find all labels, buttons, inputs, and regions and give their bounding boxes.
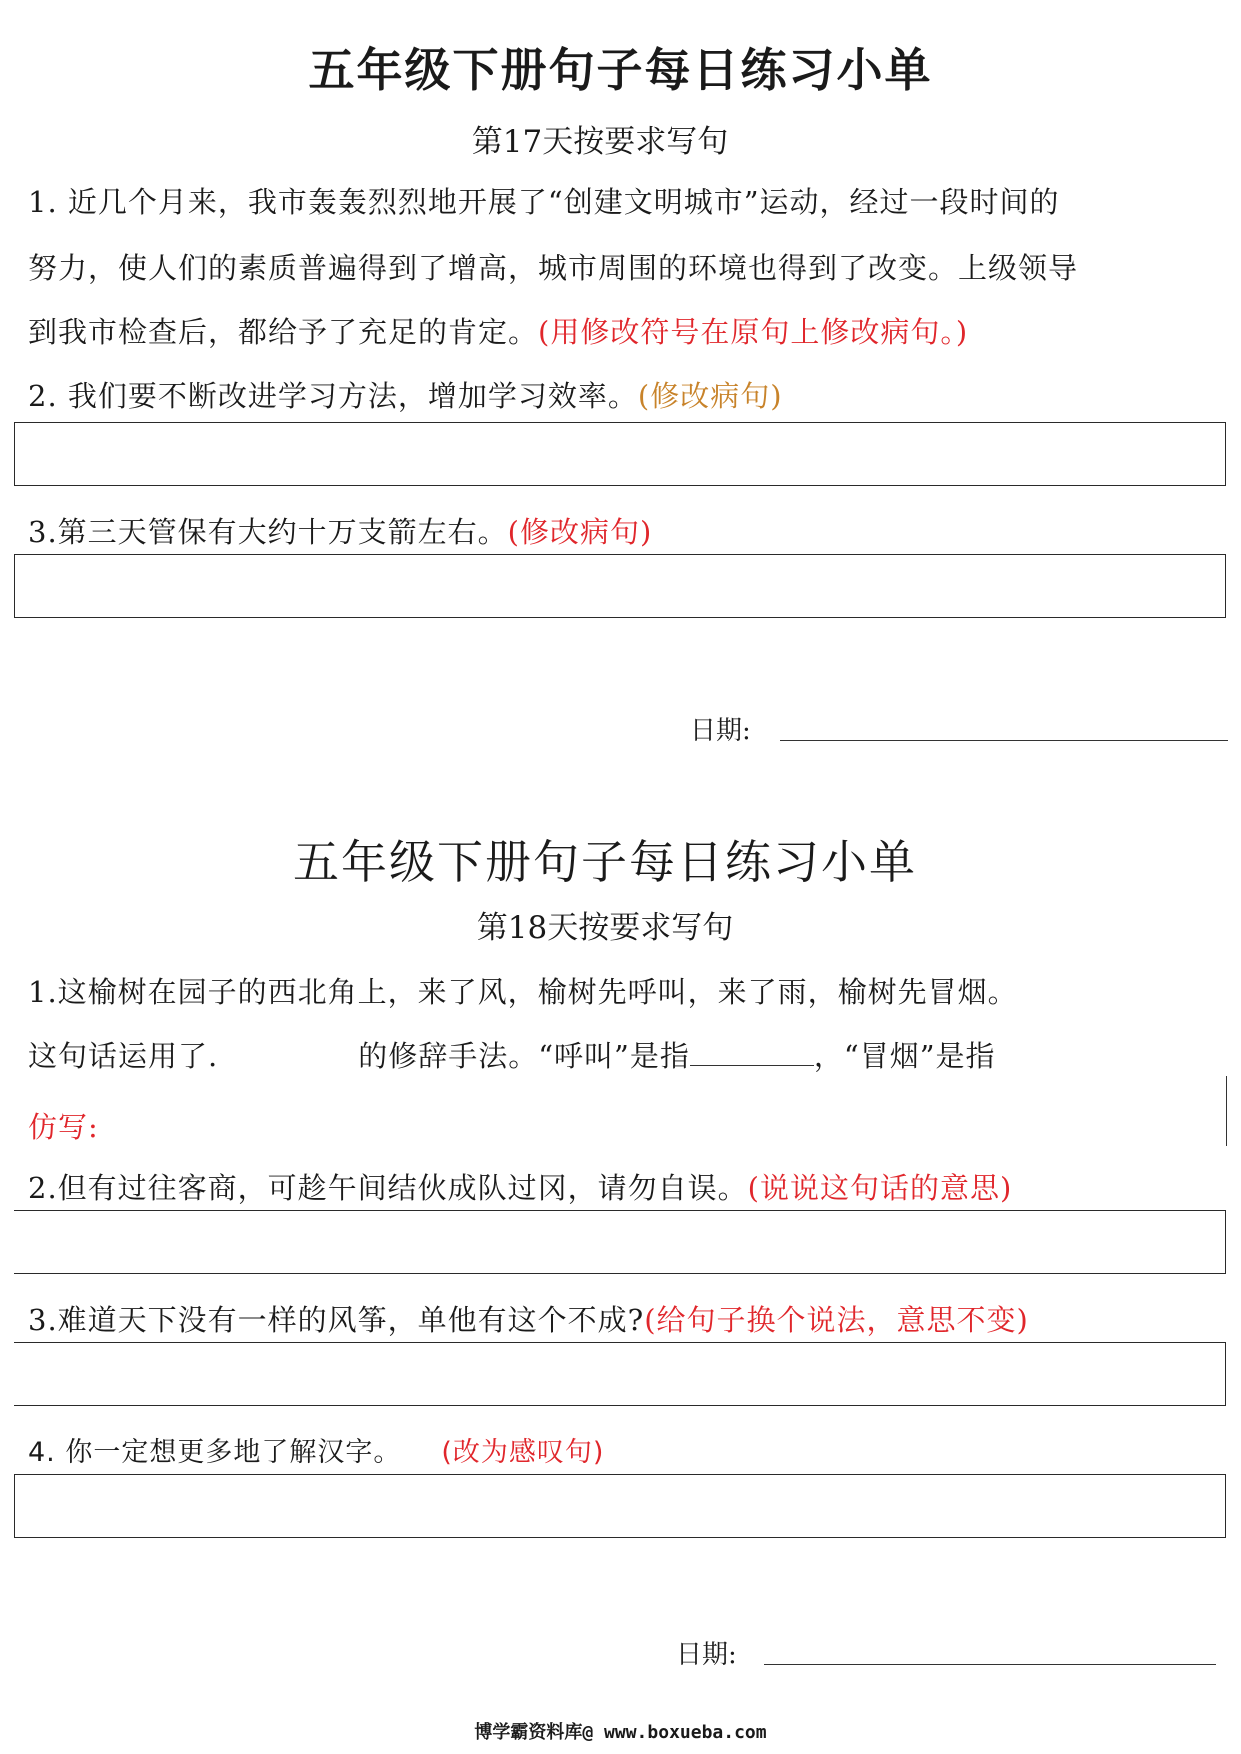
sheet18-q2-instruction: (说说这句话的意思): [747, 1171, 1013, 1205]
sheet18-q1-line2-a: 这句话运用了.: [28, 1039, 219, 1073]
sheet17-date-label: 日期:: [690, 716, 751, 746]
sheet17-q1-line3-text: 到我市检查后，都给予了充足的肯定。: [28, 315, 539, 349]
sheet18-q1-line1: 1.这榆树在园子的西北角上，来了风，榆树先呼叫，来了雨，榆树先冒烟。: [28, 975, 1018, 1009]
sheet18-date-label: 日期:: [676, 1640, 737, 1670]
sheet18-q3-instruction: (给句子换个说法，意思不变): [644, 1303, 1029, 1337]
sheet18-q3: [28, 1298, 1029, 1339]
footer-watermark: 博学霸资料库@ www.boxueba.com: [474, 1722, 767, 1743]
sheet18-q4-answer-box[interactable]: [14, 1474, 1226, 1538]
sheet17-q3-text: 3.第三天管保有大约十万支箭左右。: [28, 515, 508, 549]
sheet18-q1-blank-rhetoric[interactable]: [218, 1042, 358, 1066]
sheet17-subtitle: 第17天按要求写句: [471, 124, 729, 160]
sheet18-date-line[interactable]: [764, 1664, 1216, 1665]
sheet17-q2: [28, 374, 783, 415]
sheet17-q2-text: 2. 我们要不断改进学习方法，增加学习效率。: [28, 379, 638, 413]
sheet17-q1-line1: 1. 近几个月来，我市轰轰烈烈地开展了“创建文明城市”运动，经过一段时间的: [28, 185, 1060, 219]
sheet18-title: 五年级下册句子每日练习小单: [293, 835, 917, 889]
sheet18-q1-line2-c: ，“冒烟”是指: [813, 1039, 996, 1073]
sheet18-subtitle: 第18天按要求写句: [476, 910, 734, 946]
sheet18-q3-answer-box[interactable]: [14, 1342, 1226, 1406]
sheet17-q3-answer-box[interactable]: [14, 554, 1226, 618]
sheet17-q1-line3: [28, 310, 968, 351]
sheet18-q1-blank-huji[interactable]: [690, 1041, 814, 1066]
sheet17-title: 五年级下册句子每日练习小单: [308, 43, 933, 97]
sheet17-q1-line2: 努力，使人们的素质普遍得到了增高，城市周围的环境也得到了改变。上级领导: [28, 251, 1079, 285]
sheet18-q3-text: 3.难道天下没有一样的风筝，单他有这个不成?: [28, 1303, 645, 1337]
sheet18-q2: [28, 1166, 1012, 1207]
sheet18-q2-answer-box[interactable]: [14, 1210, 1226, 1274]
sheet17-q3-instruction: (修改病句): [507, 515, 653, 549]
sheet17-q3: [28, 510, 652, 551]
sheet18-q4-text: 4. 你一定想更多地了解汉字。: [28, 1437, 402, 1468]
sheet18-q4: [28, 1430, 604, 1469]
sheet17-q1-instruction: (用修改符号在原句上修改病句。): [538, 315, 969, 349]
sheet17-q2-answer-box[interactable]: [14, 422, 1226, 486]
sheet18-q1-imitate-label: 仿写:: [28, 1110, 99, 1144]
sheet18-q1-line2-b: 的修辞手法。“呼叫”是指: [358, 1039, 690, 1073]
sheet18-q2-text: 2.但有过往客商，可趁午间结伙成队过冈，请勿自误。: [28, 1171, 748, 1205]
sheet17-date-line[interactable]: [780, 740, 1228, 741]
sheet18-q1-line2: [28, 1034, 996, 1075]
sheet18-q4-instruction: (改为感叹句): [441, 1437, 605, 1468]
sheet18-imitate-edge: [1226, 1076, 1227, 1146]
sheet17-q2-instruction: (修改病句): [637, 379, 783, 413]
